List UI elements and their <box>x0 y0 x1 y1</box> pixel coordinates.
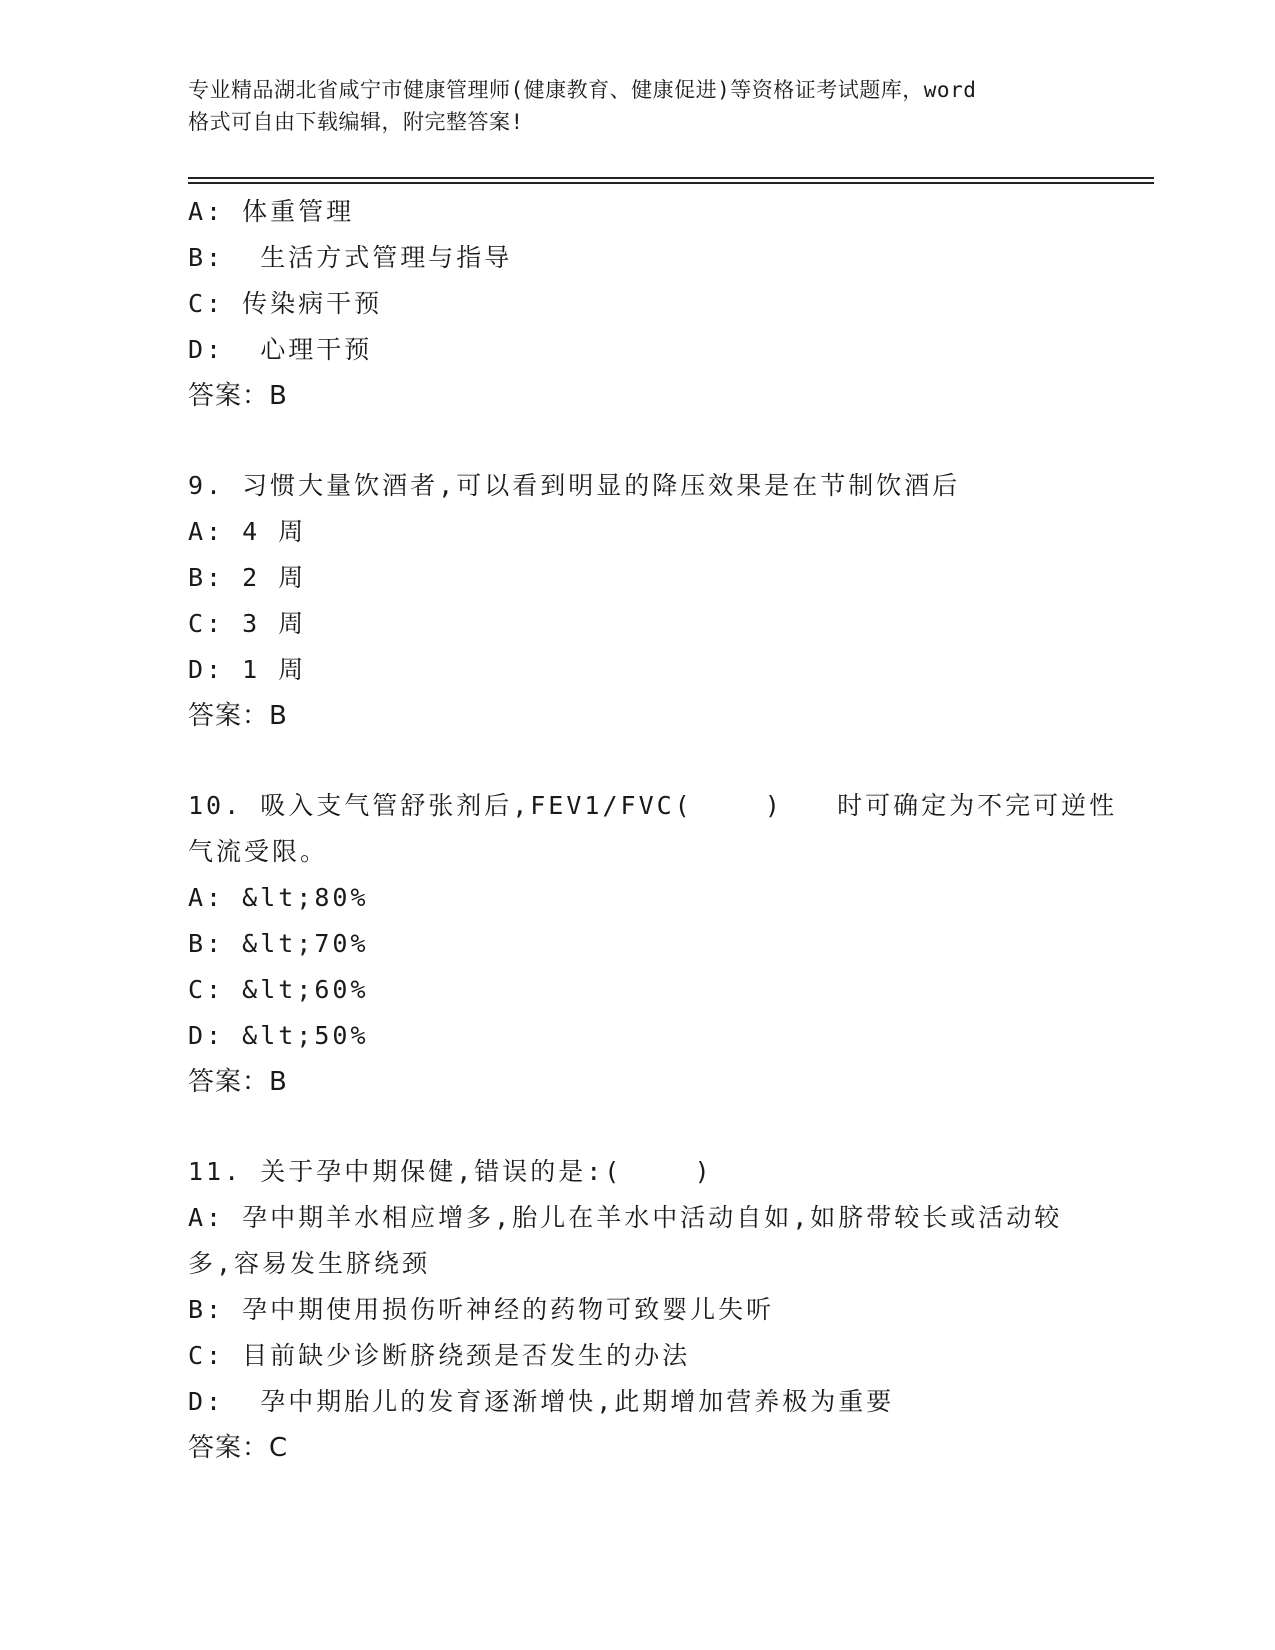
spacer <box>188 419 1108 463</box>
question-9 <box>188 463 1108 739</box>
option-b: B: 生活方式管理与指导 <box>188 243 513 272</box>
answer-label: 答案：C <box>188 1433 289 1463</box>
option-c: C: 传染病干预 <box>188 289 383 318</box>
document-header <box>188 74 1088 138</box>
option-a: A: &lt;80% <box>188 883 369 912</box>
spacer <box>188 739 1108 783</box>
spacer <box>188 1105 1108 1149</box>
question-text: 9. 习惯大量饮酒者,可以看到明显的降压效果是在节制饮酒后 <box>188 471 961 500</box>
answer-label: 答案：B <box>188 381 288 411</box>
option-a: A: 体重管理 <box>188 197 355 226</box>
header-line-2: 格式可自由下载编辑，附完整答案! <box>188 110 524 134</box>
option-c: C: 目前缺少诊断脐绕颈是否发生的办法 <box>188 1341 691 1370</box>
option-a: A: 4 周 <box>188 517 307 546</box>
option-b: B: 孕中期使用损伤听神经的药物可致婴儿失听 <box>188 1295 775 1324</box>
option-d: D: &lt;50% <box>188 1021 369 1050</box>
option-c: C: &lt;60% <box>188 975 369 1004</box>
answer-label: 答案：B <box>188 701 288 731</box>
option-b: B: 2 周 <box>188 563 307 592</box>
question-text-continued: 气流受限。 <box>188 837 329 866</box>
option-a-continued: 多,容易发生脐绕颈 <box>188 1249 431 1278</box>
answer-label: 答案：B <box>188 1067 288 1097</box>
option-d: D: 1 周 <box>188 655 307 684</box>
option-d: D: 心理干预 <box>188 335 373 364</box>
question-list <box>188 189 1118 1471</box>
question-text: 10. 吸入支气管舒张剂后,FEV1/FVC( ) 时可确定为不完可逆性 <box>188 791 1118 820</box>
option-d: D: 孕中期胎儿的发育逐渐增快,此期增加营养极为重要 <box>188 1387 895 1416</box>
option-a: A: 孕中期羊水相应增多,胎儿在羊水中活动自如,如脐带较长或活动较 <box>188 1203 1063 1232</box>
option-c: C: 3 周 <box>188 609 307 638</box>
question-text: 11. 关于孕中期保健,错误的是:( ) <box>188 1157 713 1186</box>
question-11 <box>188 1149 1108 1471</box>
question-8 <box>188 189 1108 419</box>
header-divider-bottom <box>188 182 1154 184</box>
header-line-1: 专业精品湖北省咸宁市健康管理师(健康教育、健康促进)等资格证考试题库，word <box>188 78 977 102</box>
option-b: B: &lt;70% <box>188 929 369 958</box>
header-divider-top <box>188 177 1154 179</box>
question-10 <box>188 783 1118 1105</box>
